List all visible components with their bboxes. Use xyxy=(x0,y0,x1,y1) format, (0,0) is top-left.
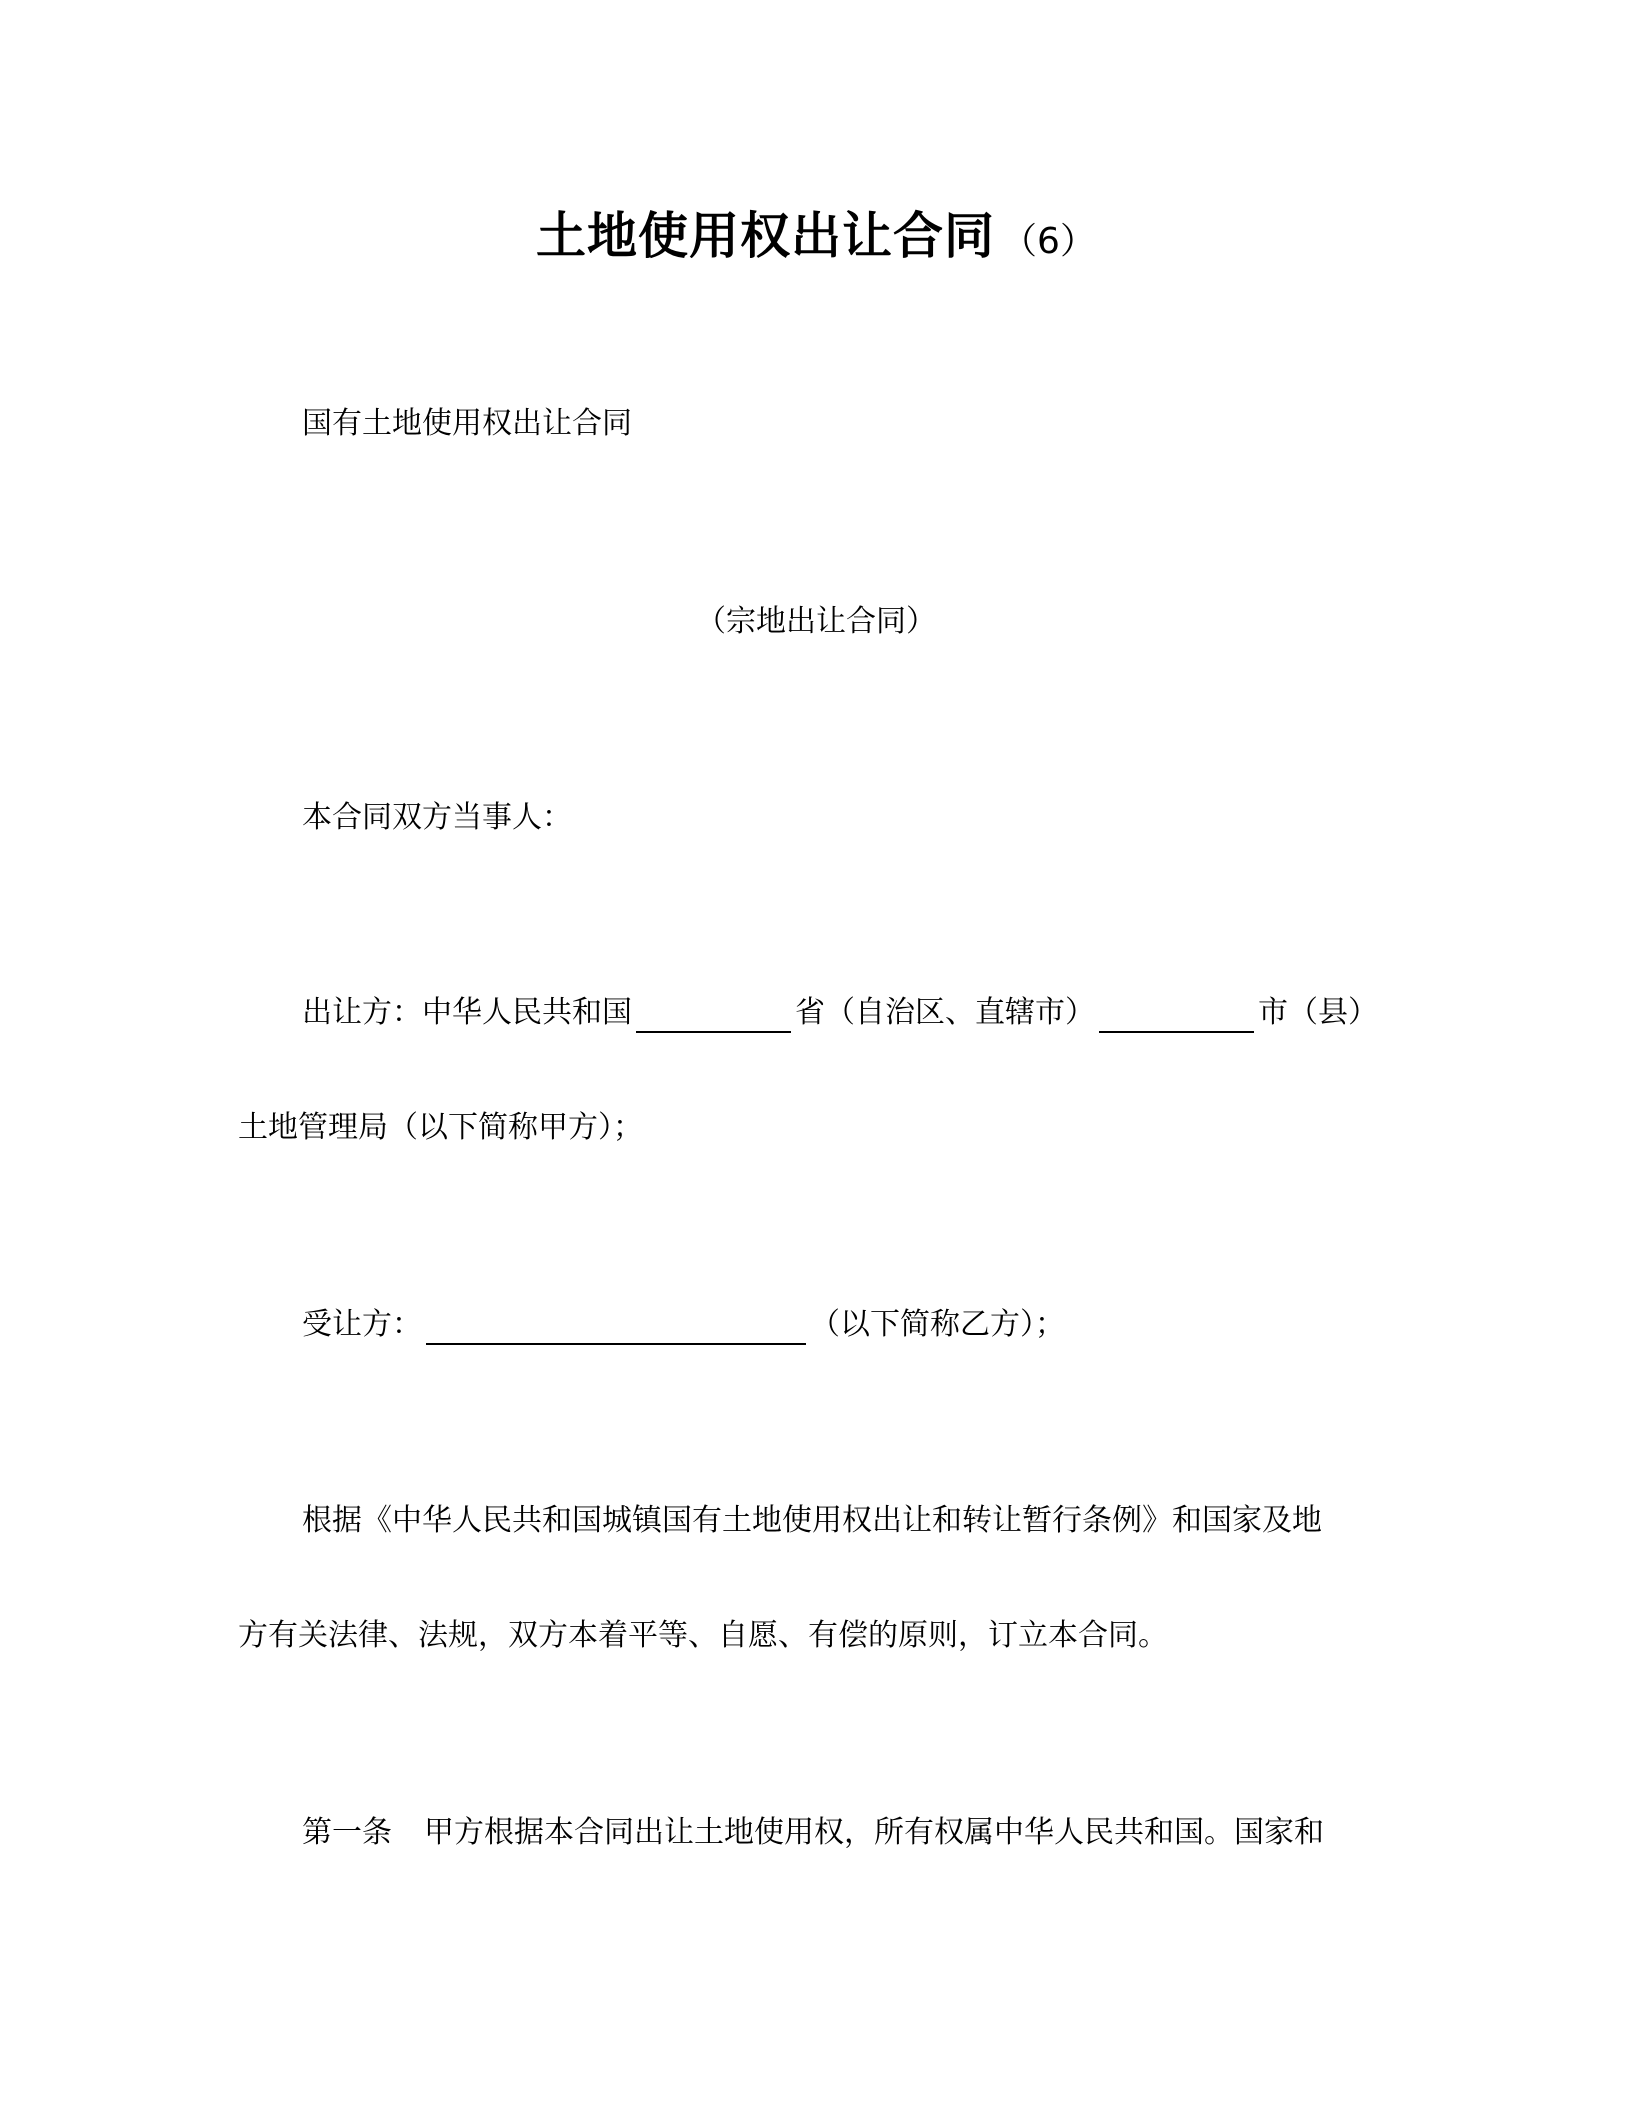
grantee-line xyxy=(302,1305,1065,1345)
city-label: 市（县） xyxy=(1258,995,1378,1030)
basis-line-1: 根据《中华人民共和国城镇国有土地使用权出让和转让暂行条例》和国家及地 xyxy=(302,1503,1322,1538)
basis-line-2: 方有关法律、法规，双方本着平等、自愿、有偿的原则，订立本合同。 xyxy=(238,1618,1168,1653)
grantor-continuation: 土地管理局（以下简称甲方）； xyxy=(238,1110,643,1145)
parties-heading: 本合同双方当事人： xyxy=(302,800,572,835)
document-title xyxy=(0,196,1632,268)
article-1-text: 甲方根据本合同出让土地使用权，所有权属中华人民共和国。国家和 xyxy=(424,1815,1324,1850)
grantee-prefix: 受让方： xyxy=(302,1307,422,1342)
province-label: 省（自治区、直辖市） xyxy=(795,995,1095,1030)
article-1 xyxy=(302,1813,1324,1853)
city-blank xyxy=(1099,997,1254,1033)
subtitle: 国有土地使用权出让合同 xyxy=(302,406,632,441)
province-blank xyxy=(636,997,791,1033)
title-number: （6） xyxy=(1001,221,1096,262)
grantor-prefix: 出让方：中华人民共和国 xyxy=(302,995,632,1030)
grantee-suffix: （以下简称乙方）； xyxy=(810,1307,1065,1342)
grantor-line xyxy=(302,993,1378,1033)
subheading: （宗地出让合同） xyxy=(696,604,936,639)
article-1-number: 第一条 xyxy=(302,1815,392,1850)
title-text: 土地使用权出让合同 xyxy=(536,207,996,265)
grantee-name-blank xyxy=(426,1309,806,1345)
